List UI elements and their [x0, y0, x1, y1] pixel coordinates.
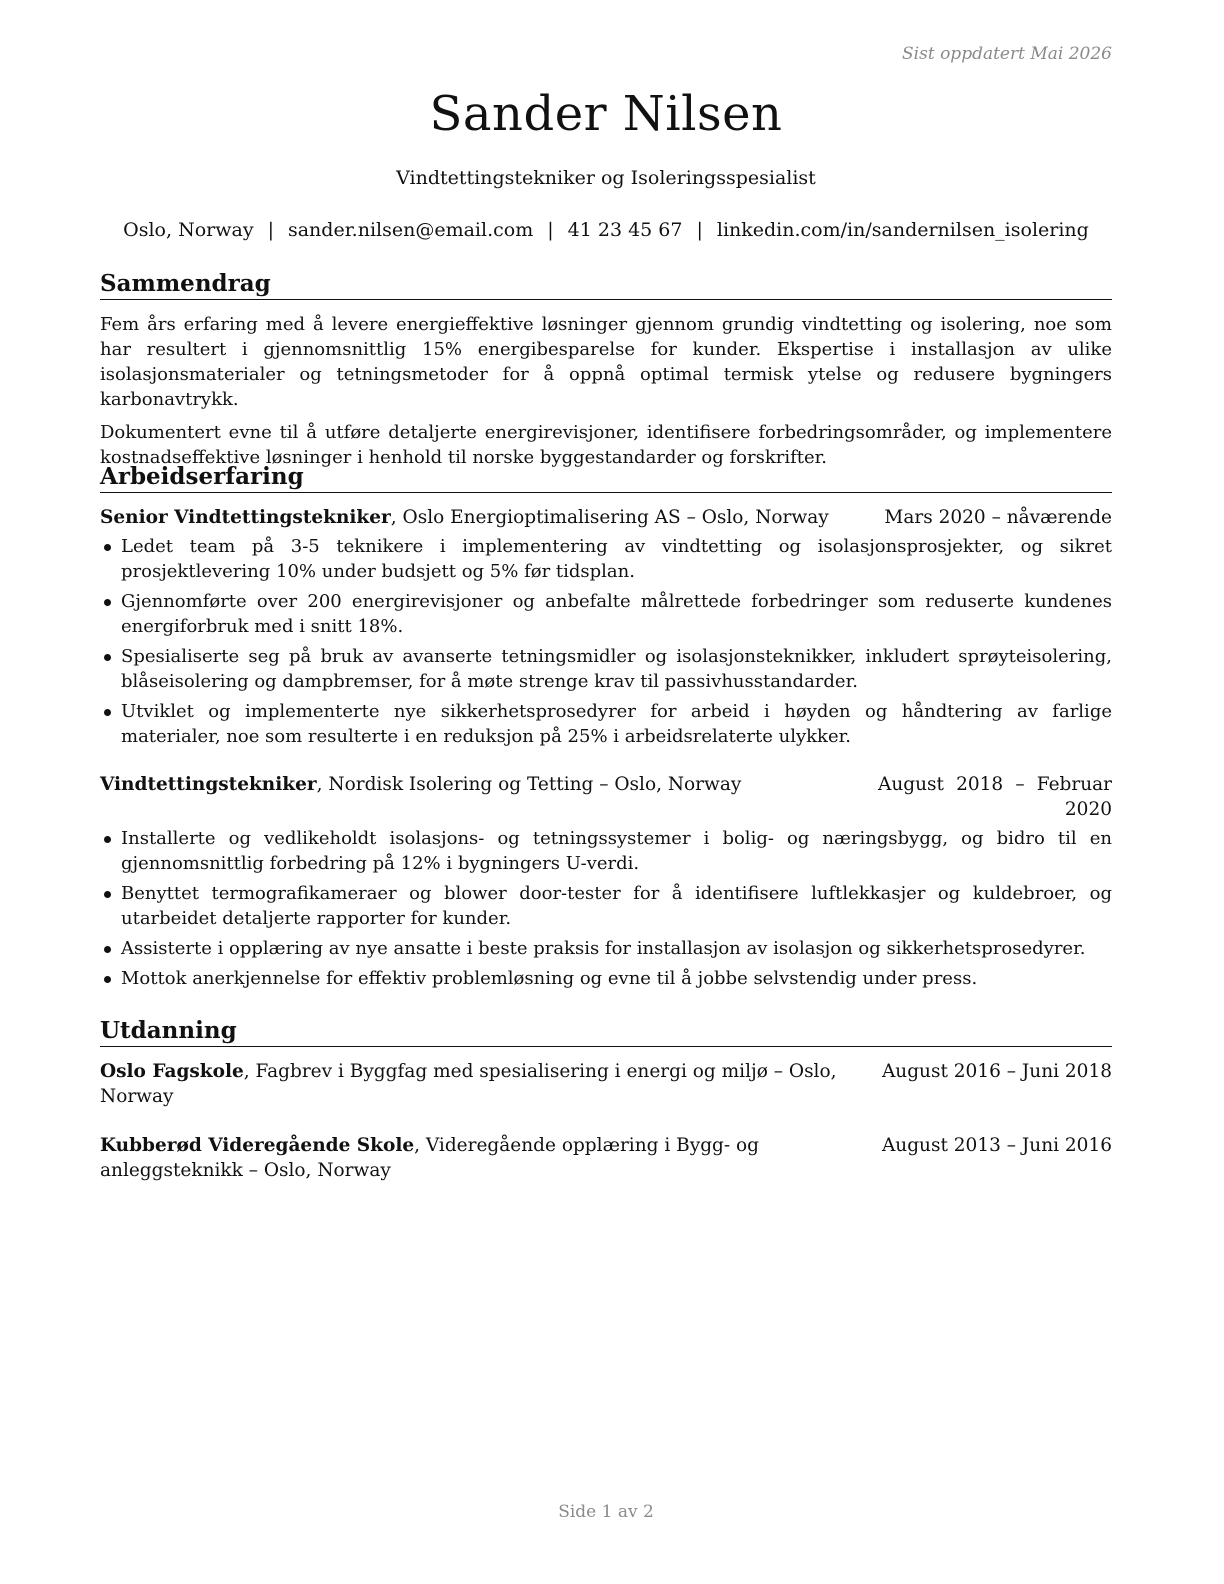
page-number: Side 1 av 2: [558, 1502, 654, 1522]
education-section: [100, 1017, 1112, 1187]
bullet-icon: [104, 891, 111, 898]
summary-paragraph: Dokumentert evne til å utføre detaljerte energirevisjoner, identifisere forbedringsområder, og implementere kostnadseffektive løsninger i henhold til norske byggestandarder og forskrifter.: [100, 422, 1112, 468]
contact-phone: 41 23 45 67: [567, 219, 683, 241]
education-entry: [100, 1059, 1112, 1109]
bullet-icon: [104, 544, 111, 551]
contact-separator: |: [696, 219, 703, 241]
list-item: [100, 936, 1112, 961]
school-name: Oslo Fagskole: [100, 1061, 244, 1082]
bullet-icon: [104, 836, 111, 843]
bullet-text: Benyttet termografikameraer og blower door-tester for å identifisere luftlekkasjer og kuldebroer, og utarbeidet detaljerte rapporter for kunder.: [121, 883, 1112, 929]
contact-separator: |: [547, 219, 554, 241]
school-name: Kubberød Videregående Skole: [100, 1135, 415, 1156]
list-item: [100, 699, 1112, 749]
candidate-title: Vindtettingstekniker og Isoleringsspesialist: [396, 167, 816, 189]
bullet-icon: [104, 654, 111, 661]
contact-email[interactable]: sander.nilsen@email.com: [287, 219, 534, 241]
education-entry: [100, 1133, 1112, 1183]
bullet-icon: [104, 976, 111, 983]
bullet-text: Ledet team på 3-5 teknikere i implementering av vindtetting og isolasjonsprosjekter, og sikret prosjektlevering 10% under budsjett og 5% før tidsplan.: [121, 536, 1112, 582]
contact-line: [100, 219, 1112, 241]
list-item: [100, 966, 1112, 991]
job-entry: [100, 505, 1112, 749]
job-company: , Nordisk Isolering og Tetting – Oslo, Norway: [316, 774, 742, 795]
contact-location: Oslo, Norway: [123, 219, 254, 241]
education-title-line: [100, 1133, 862, 1183]
job-role: Vindtettingstekniker: [100, 774, 317, 795]
contact-linkedin[interactable]: linkedin.com/in/sandernilsen_isolering: [716, 219, 1089, 241]
bullet-icon: [104, 709, 111, 716]
education-dates: August 2016 – Juni 2018: [881, 1061, 1112, 1082]
job-dates: Mars 2020 – nåværende: [884, 507, 1112, 528]
last-updated-note: Sist oppdatert Mai 2026: [902, 44, 1112, 64]
job-title-line: [100, 505, 864, 530]
list-item: [100, 644, 1112, 694]
job-entry: [100, 772, 1112, 991]
list-item: [100, 826, 1112, 876]
section-title-summary: Sammendrag: [100, 270, 1112, 300]
experience-section: [100, 463, 1112, 996]
list-item: [100, 534, 1112, 584]
bullet-text: Installerte og vedlikeholdt isolasjons- og tetningssystemer i bolig- og næringsbygg, og bidro til en gjennomsnittlig forbedring på 12% i bygningers U-verdi.: [121, 828, 1112, 874]
list-item: [100, 881, 1112, 931]
job-bullet-list: [100, 534, 1112, 749]
candidate-name: Sander Nilsen: [429, 86, 783, 142]
job-header: [100, 505, 1112, 530]
bullet-icon: [104, 946, 111, 953]
bullet-text: Mottok anerkjennelse for effektiv problemløsning og evne til å jobbe selvstendig under press.: [121, 968, 978, 989]
education-details: , Fagbrev i Byggfag med spesialisering i energi og miljø – Oslo, Norway: [100, 1061, 837, 1107]
section-title-education: Utdanning: [100, 1017, 1112, 1047]
section-title-experience: Arbeidserfaring: [100, 463, 1112, 493]
bullet-text: Assisterte i opplæring av nye ansatte i beste praksis for installasjon av isolasjon og sikkerhetsprosedyrer.: [121, 938, 1086, 959]
summary-section: [100, 270, 1112, 478]
list-item: [100, 589, 1112, 639]
bullet-text: Spesialiserte seg på bruk av avanserte tetningsmidler og isolasjonsteknikker, inkludert sprøyteisolering, blåseisolering og dampbremser, for å møte strenge krav til passivhusstandarder.: [121, 646, 1112, 692]
bullet-text: Gjennomførte over 200 energirevisjoner og anbefalte målrettede forbedringer som reduserte kundenes energiforbruk med i snitt 18%.: [121, 591, 1112, 637]
job-header: [100, 772, 1112, 822]
job-company: , Oslo Energioptimalisering AS – Oslo, Norway: [390, 507, 829, 528]
education-details: , Videregående opplæring i Bygg- og anleggsteknikk – Oslo, Norway: [100, 1135, 759, 1181]
education-dates: August 2013 – Juni 2016: [881, 1135, 1112, 1156]
bullet-text: Utviklet og implementerte nye sikkerhetsprosedyrer for arbeid i høyden og håndtering av farlige materialer, noe som resulterte i en reduksjon på 25% i arbeidsrelaterte ulykker.: [121, 701, 1112, 747]
job-bullet-list: [100, 826, 1112, 991]
bullet-icon: [104, 599, 111, 606]
education-title-line: [100, 1059, 862, 1109]
contact-separator: |: [267, 219, 274, 241]
job-role: Senior Vindtettingstekniker: [100, 507, 391, 528]
job-dates: August 2018 – Februar 2020: [878, 774, 1112, 820]
summary-paragraph: Fem års erfaring med å levere energieffektive løsninger gjennom grundig vindtetting og isolering, noe som har resultert i gjennomsnittlig 15% energibesparelse for kunder. Ekspertise i installasjon av ulike isolasjonsmaterialer og tetningsmetoder for å oppnå optimal termisk ytelse og redusere bygningers karbonavtrykk.: [100, 314, 1112, 410]
resume-page: [100, 0, 1112, 1584]
job-title-line: [100, 772, 878, 822]
